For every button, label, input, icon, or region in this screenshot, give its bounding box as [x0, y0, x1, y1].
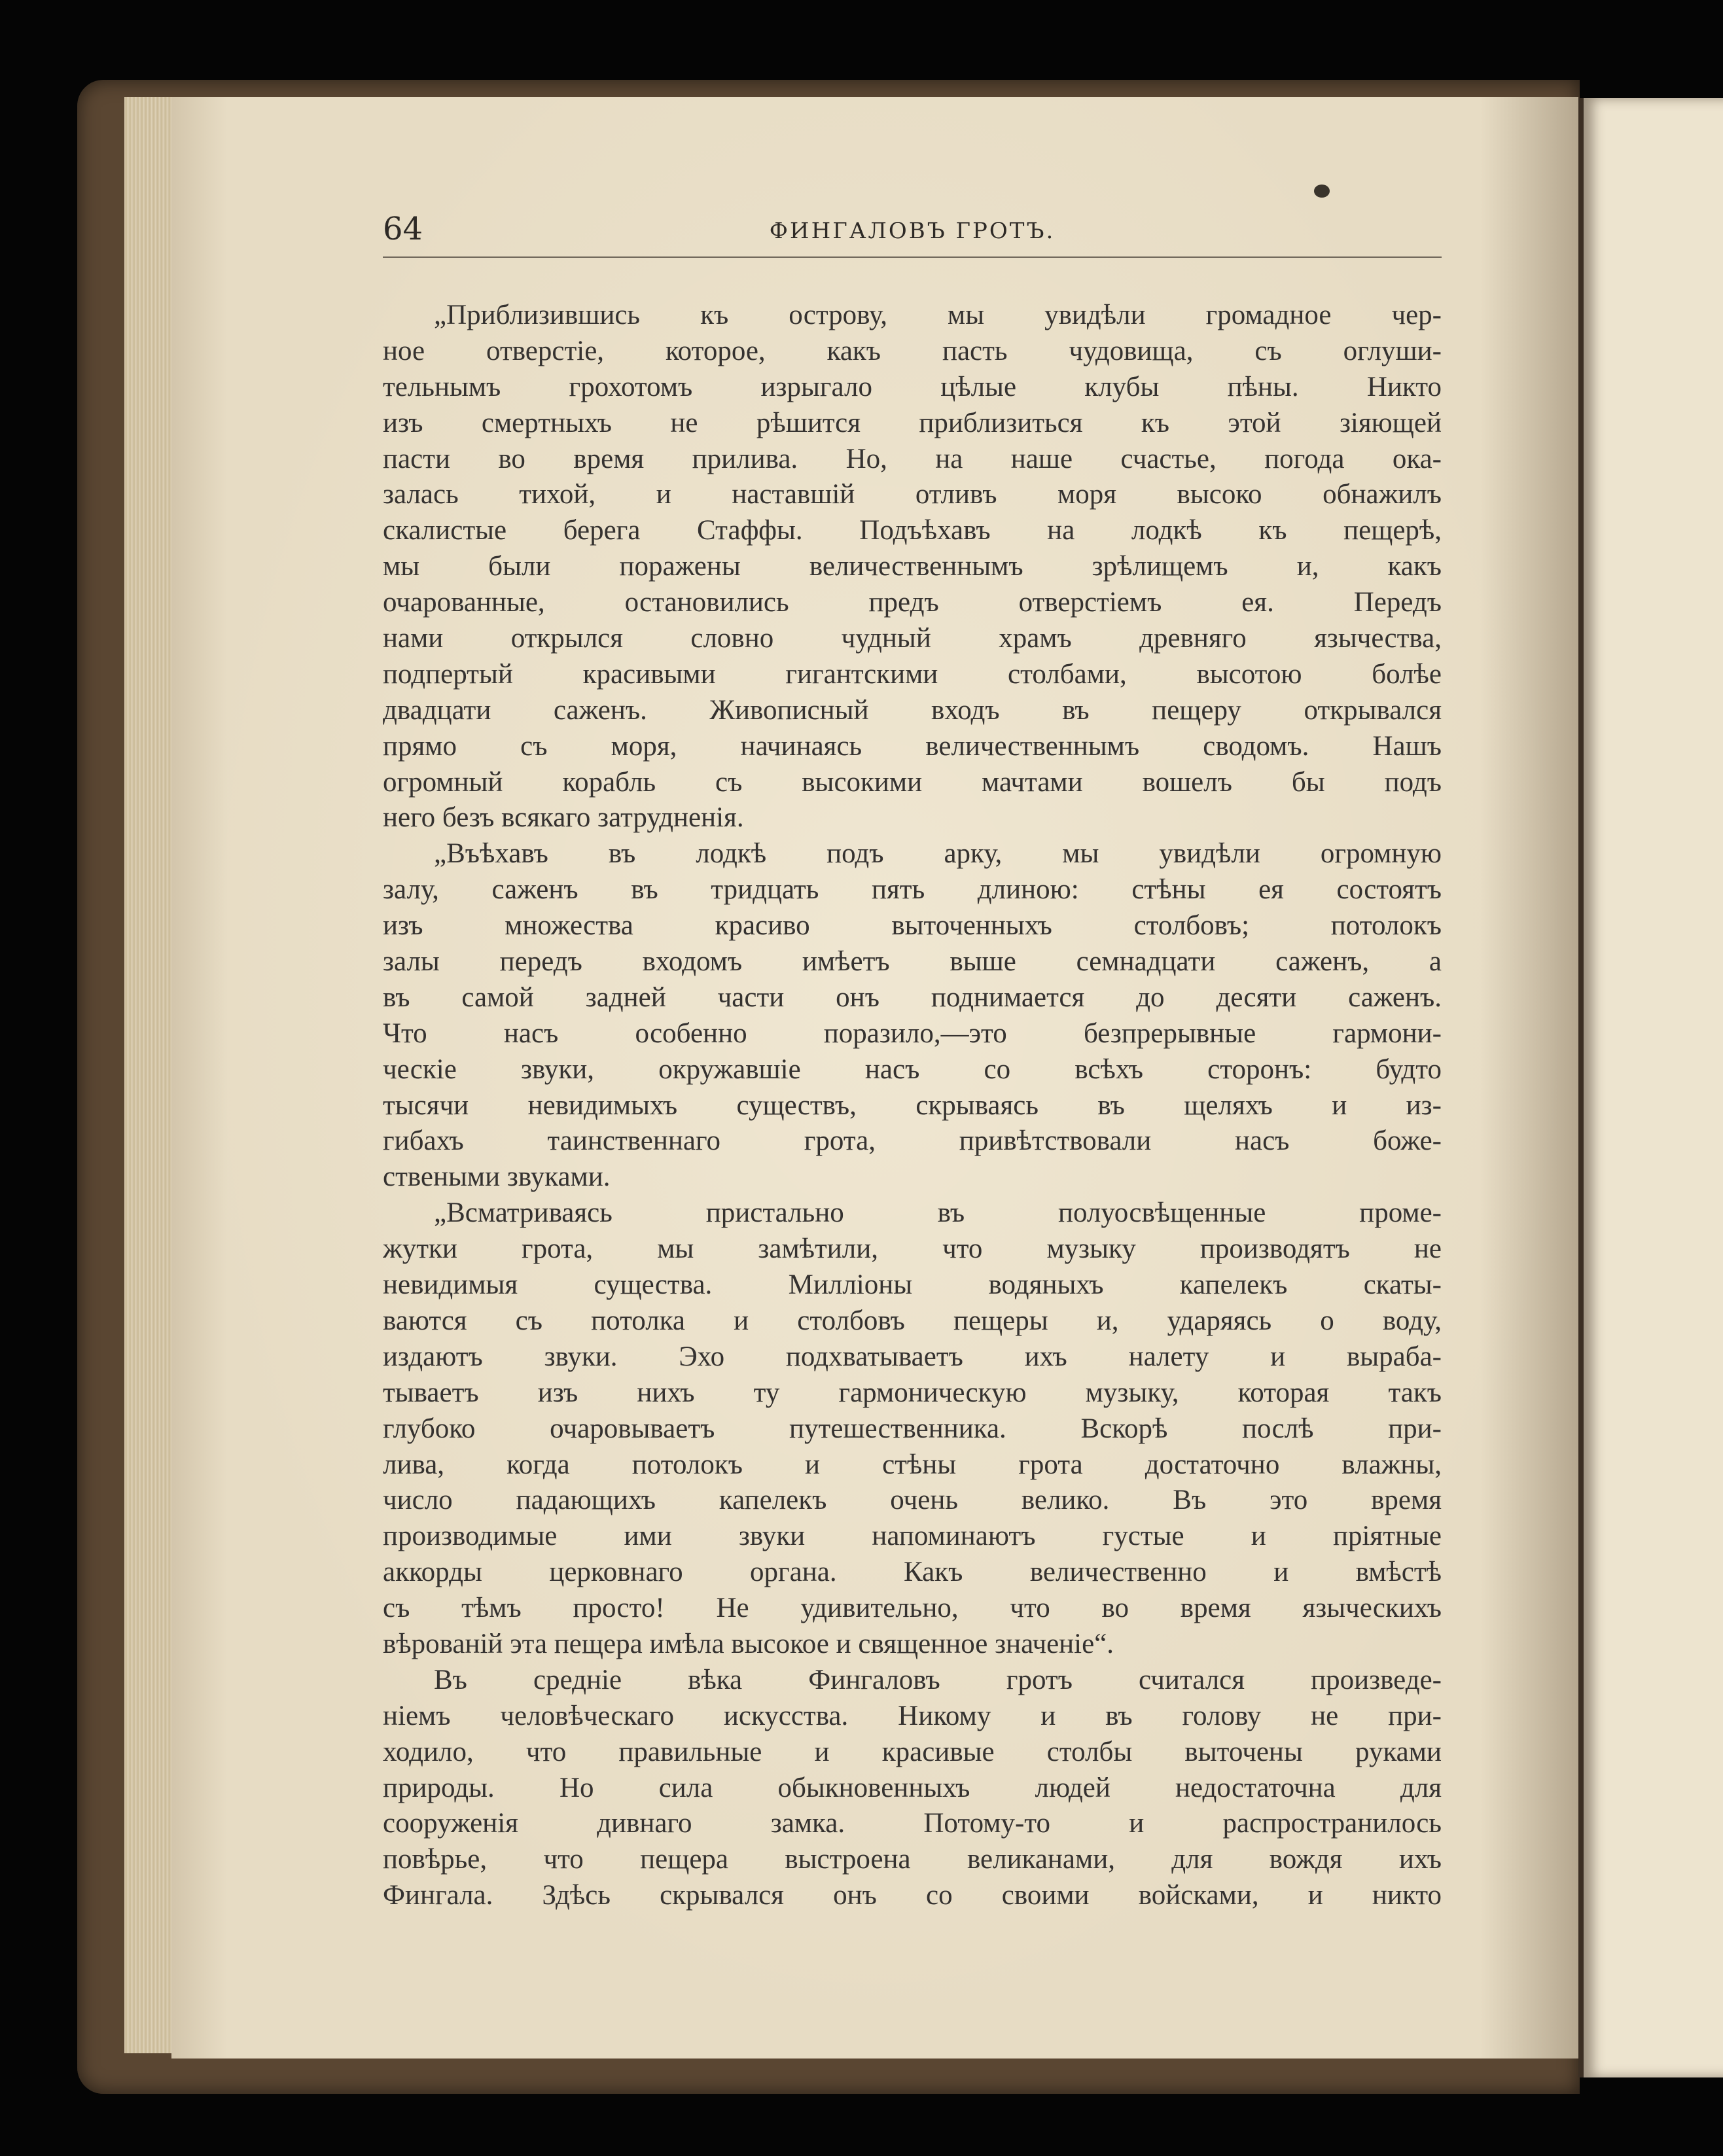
- text-line: въ самой задней части онъ поднимается до десяти саженъ.: [383, 981, 1442, 1013]
- running-title: ФИНГАЛОВЪ ГРОТЪ.: [769, 218, 1056, 244]
- page-number: 64: [383, 211, 423, 247]
- text-line: подпертый красивыми гигантскими столбами, высотою болѣе: [383, 658, 1442, 690]
- text-line: ходило, что правильные и красивые столбы выточены руками: [383, 1736, 1442, 1767]
- text-line: мы были поражены величественнымъ зрѣлищемъ и, какъ: [383, 551, 1442, 582]
- text-line: „Приблизившись къ острову, мы увидѣли громадное чер-: [434, 300, 1442, 330]
- text-line: природы. Но сила обыкновенныхъ людей недостаточна для: [383, 1772, 1442, 1803]
- text-line: глубоко очаровываетъ путешественника. Вскорѣ послѣ при-: [383, 1413, 1442, 1444]
- text-line: „Въѣхавъ въ лодкѣ подъ арку, мы увидѣли огромную: [434, 838, 1442, 870]
- text-line: залу, саженъ въ тридцать пять длиною: стѣны ея состоятъ: [383, 874, 1442, 906]
- text-line: прямо съ моря, начинаясь величественнымъ сводомъ. Нашъ: [383, 730, 1442, 762]
- text-line: сооруженія дивнаго замка. Потому-то и распространилось: [383, 1808, 1442, 1839]
- text-line: Фингала. Здѣсь скрывался онъ со своими войсками, и никто: [383, 1880, 1442, 1911]
- text-line: лива, когда потолокъ и стѣны грота достаточно влажны,: [383, 1449, 1442, 1480]
- text-line: издаютъ звуки. Эхо подхватываетъ ихъ налету и выраба-: [383, 1341, 1442, 1372]
- ink-speck: [1314, 185, 1330, 198]
- text-line: двадцати саженъ. Живописный входъ въ пещеру открывался: [383, 694, 1442, 726]
- text-line: тельнымъ грохотомъ изрыгало цѣлые клубы пѣны. Никто: [383, 371, 1442, 402]
- text-line: число падающихъ капелекъ очень велико. Въ это время: [383, 1485, 1442, 1516]
- text-line: ческіе звуки, окружавшіе насъ со всѣхъ сторонъ: будто: [383, 1053, 1442, 1085]
- text-line: залась тихой, и наставшій отливъ моря высоко обнажилъ: [383, 479, 1442, 510]
- text-line: тысячи невидимыхъ существъ, скрываясь въ щеляхъ и из-: [383, 1089, 1442, 1121]
- text-line: ніемъ человѣческаго искусства. Никому и въ голову не при-: [383, 1700, 1442, 1731]
- text-line: повѣрье, что пещера выстроена великанами, для вождя ихъ: [383, 1844, 1442, 1875]
- text-line: вѣрованій эта пещера имѣла высокое и священное значеніе“.: [383, 1628, 1114, 1659]
- text-line: тываетъ изъ нихъ ту гармоническую музыку, которая такъ: [383, 1377, 1442, 1408]
- text-line: гибахъ таинственнаго грота, привѣтствовали насъ боже-: [383, 1125, 1442, 1157]
- text-line: ствеными звуками.: [383, 1161, 611, 1193]
- text-line: производимые ими звуки напоминаютъ густые и пріятные: [383, 1521, 1442, 1552]
- text-line: съ тѣмъ просто! Не удивительно, что во время языческихъ: [383, 1593, 1442, 1624]
- text-line: ваются съ потолка и столбовъ пещеры и, ударяясь о воду,: [383, 1305, 1442, 1336]
- facing-page-edge: [1578, 98, 1723, 2077]
- text-line: аккорды церковнаго органа. Какъ величественно и вмѣстѣ: [383, 1557, 1442, 1588]
- text-line: пасти во время прилива. Но, на наше счастье, погода ока-: [383, 443, 1442, 474]
- text-line: скалистые берега Стаффы. Подъѣхавъ на лодкѣ къ пещерѣ,: [383, 515, 1442, 546]
- text-line: жутки грота, мы замѣтили, что музыку производятъ не: [383, 1233, 1442, 1265]
- text-line: невидимыя существа. Милліоны водяныхъ капелекъ скаты-: [383, 1269, 1442, 1301]
- text-line: изъ смертныхъ не рѣшится приблизиться къ этой зіяющей: [383, 407, 1442, 438]
- text-line: очарованные, остановились предъ отверстіемъ ея. Передъ: [383, 587, 1442, 618]
- text-line: изъ множества красиво выточенныхъ столбовъ; потолокъ: [383, 910, 1442, 942]
- text-line: огромный корабль съ высокими мачтами вошелъ бы подъ: [383, 766, 1442, 798]
- text-line: Что насъ особенно поразило,—это безпрерывные гармони-: [383, 1017, 1442, 1049]
- text-line: ное отверстіе, которое, какъ пасть чудовища, съ оглуши-: [383, 335, 1442, 366]
- text-line: нами открылся словно чудный храмъ древняго язычества,: [383, 623, 1442, 654]
- running-head: [383, 209, 1442, 258]
- text-line: Въ средніе вѣка Фингаловъ гротъ считался произведе-: [434, 1664, 1442, 1695]
- text-line: залы передъ входомъ имѣетъ выше семнадцати саженъ, а: [383, 946, 1442, 978]
- text-line: него безъ всякаго затрудненія.: [383, 802, 744, 834]
- text-line: „Всматриваясь пристально въ полуосвѣщенные проме-: [434, 1197, 1442, 1229]
- body-text: [383, 298, 1442, 1914]
